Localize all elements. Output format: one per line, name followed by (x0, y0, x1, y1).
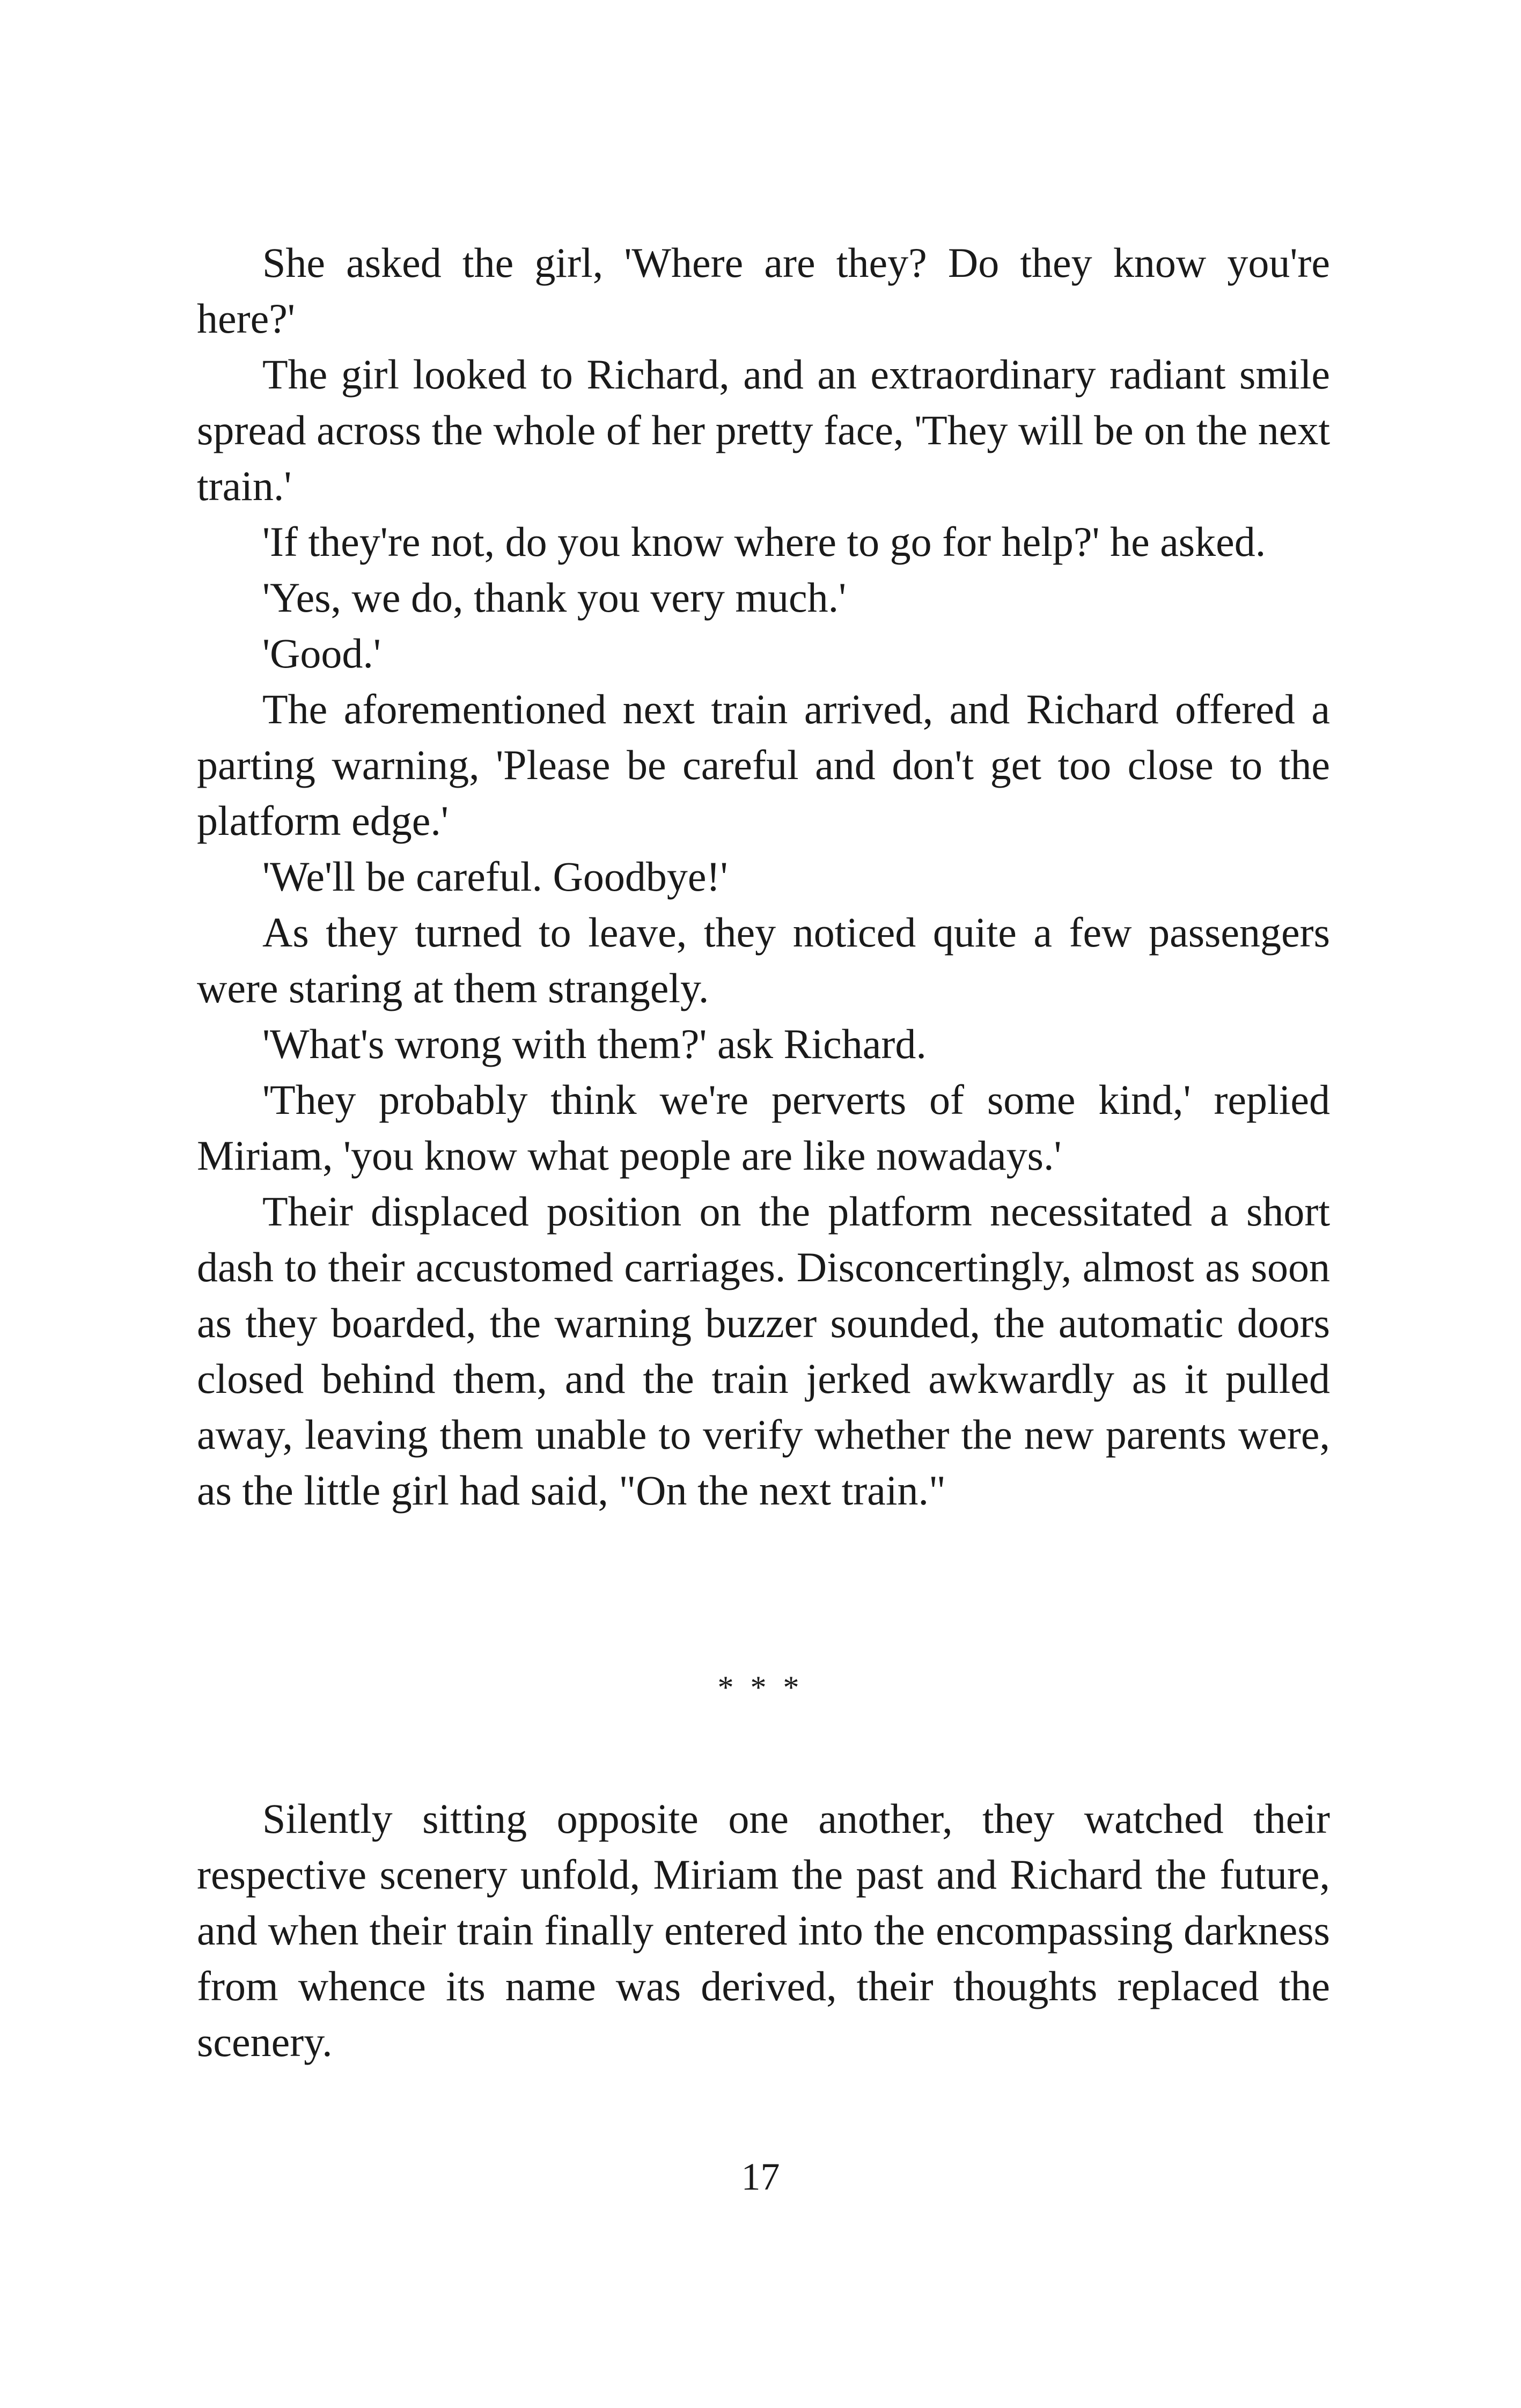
paragraph: 'Yes, we do, thank you very much.' (262, 574, 847, 621)
body-text-after-separator (197, 1791, 1330, 2070)
page-number: 17 (741, 2155, 780, 2198)
paragraph: The girl looked to Richard, and an extraordinary radiant smile spread across the whole of her pretty face, 'They will be on the next train.' (197, 351, 1330, 509)
paragraph: Silently sitting opposite one another, they watched their respective scenery unfold, Miriam the past and Richard the future, and when their train finally entered into the encompassing darkness from whence its name was derived, their thoughts replaced the scenery. (197, 1795, 1330, 2065)
section-separator: * * * (717, 1670, 804, 1705)
paragraph: Their displaced position on the platform necessitated a short dash to their accustomed carriages. Disconcertingly, almost as soon as they boarded, the warning buzzer sounded, the automatic doors closed behind them, and the train jerked awkwardly as it pulled away, leaving them unable to verify whether the new parents were, as the little girl had said, "On the next train." (197, 1188, 1330, 1514)
paragraph: She asked the girl, 'Where are they? Do they know you're here?' (197, 239, 1330, 342)
paragraph: 'If they're not, do you know where to go for help?' he asked. (262, 518, 1266, 565)
paragraph: 'We'll be careful. Goodbye!' (262, 853, 728, 900)
paragraph: 'Good.' (262, 630, 381, 677)
paragraph: 'They probably think we're perverts of some kind,' replied Miriam, 'you know what people are like nowadays.' (197, 1076, 1330, 1179)
paragraph: 'What's wrong with them?' ask Richard. (262, 1021, 927, 1067)
body-text (197, 235, 1330, 1518)
paragraph: The aforementioned next train arrived, and Richard offered a parting warning, 'Please be careful and don't get too close to the platform edge.' (197, 686, 1330, 844)
paragraph: As they turned to leave, they noticed quite a few passengers were staring at them strangely. (197, 909, 1330, 1011)
